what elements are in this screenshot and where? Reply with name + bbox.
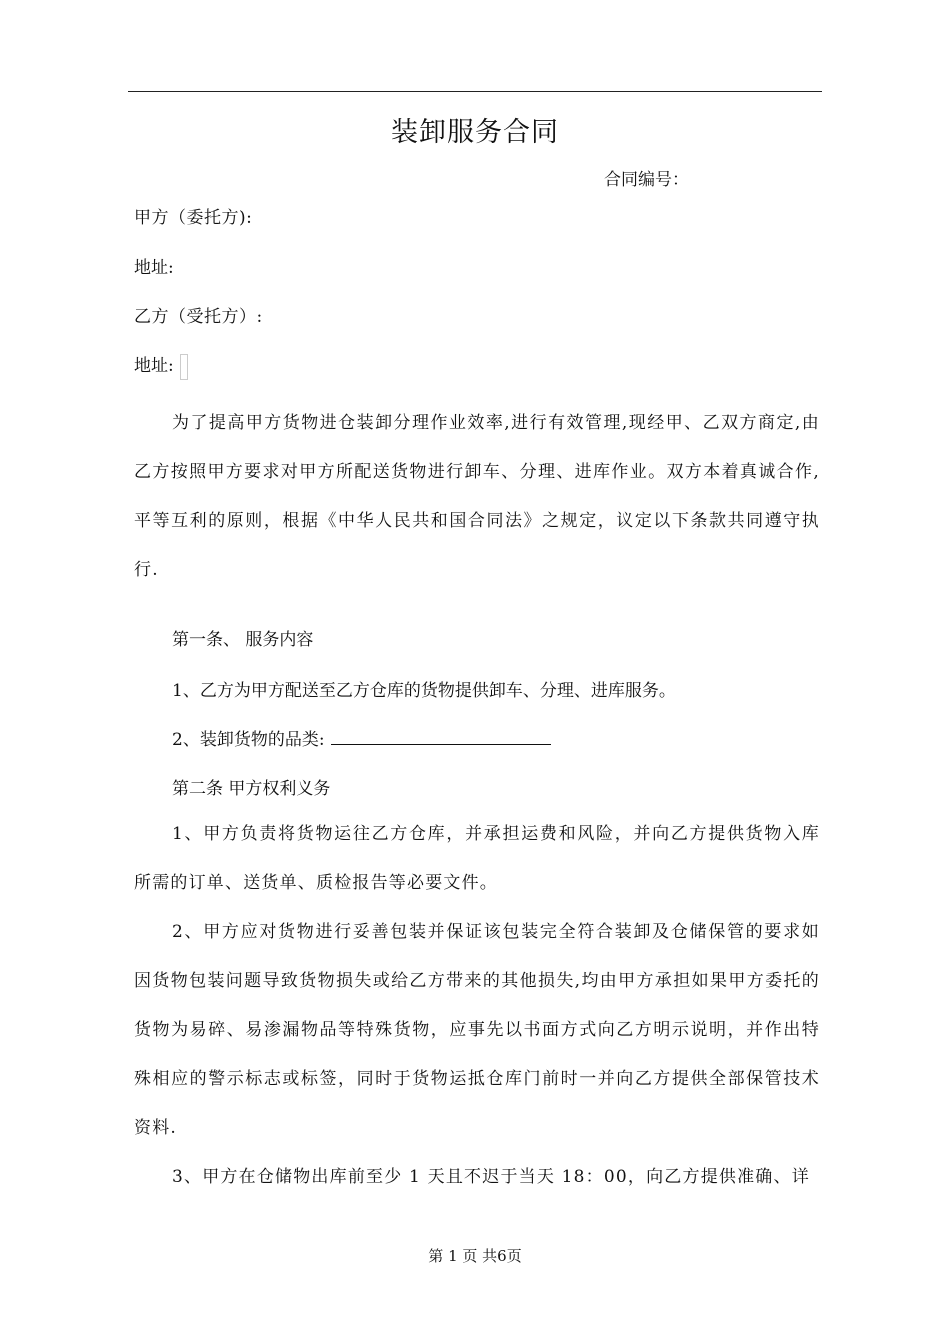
article-2-heading: 第二条 甲方权利义务	[172, 779, 331, 799]
header-rule	[128, 91, 822, 92]
article-2-item-1: 1、甲方负责将货物运往乙方仓库，并承担运费和风险，并向乙方提供货物入库所需的订单、送货单、质检报告等必要文件。	[134, 824, 820, 893]
article-1-item-2: 2、装卸货物的品类:	[172, 730, 325, 750]
party-b-address-label: 地址:	[134, 356, 174, 376]
article-1-item-2-row	[172, 725, 551, 750]
article-2-item-3: 3、甲方在仓储物出库前至少 1 天且不迟于当天 18：00，向乙方提供准确、详	[172, 1167, 810, 1187]
contract-number-label: 合同编号：	[604, 170, 689, 190]
goods-category-blank[interactable]	[331, 728, 551, 745]
party-a-label: 甲方（委托方):	[134, 208, 253, 228]
document-title: 装卸服务合同	[391, 117, 559, 148]
party-a-address-label: 地址:	[134, 258, 174, 278]
party-b-label: 乙方（受托方）:	[134, 307, 263, 327]
party-b-address-row	[134, 351, 188, 380]
page-number-footer: 第 1 页 共6页	[428, 1247, 522, 1265]
article-2-item-2: 2、甲方应对货物进行妥善包装并保证该包装完全符合装卸及仓储保管的要求如因货物包装问题导致货物损失或给乙方带来的其他损失,均由甲方承担如果甲方委托的货物为易碎、易渗漏物品等特殊货物，应事先以书面方式向乙方明示说明，并作出特殊相应的警示标志或标签，同时于货物运抵仓库门前时一并向乙方提供全部保管技术资料.	[134, 922, 820, 1138]
address-input-box[interactable]	[180, 354, 188, 380]
article-1-item-1: 1、乙方为甲方配送至乙方仓库的货物提供卸车、分理、进库服务。	[172, 681, 676, 701]
article-1-heading: 第一条、 服务内容	[172, 630, 314, 650]
intro-paragraph: 为了提高甲方货物进仓装卸分理作业效率,进行有效管理,现经甲、乙双方商定,由乙方按照甲方要求对甲方所配送货物进行卸车、分理、进库作业。双方本着真诚合作,平等互利的原则，根据《中华人民共和国合同法》之规定，议定以下条款共同遵守执行.	[134, 413, 820, 580]
